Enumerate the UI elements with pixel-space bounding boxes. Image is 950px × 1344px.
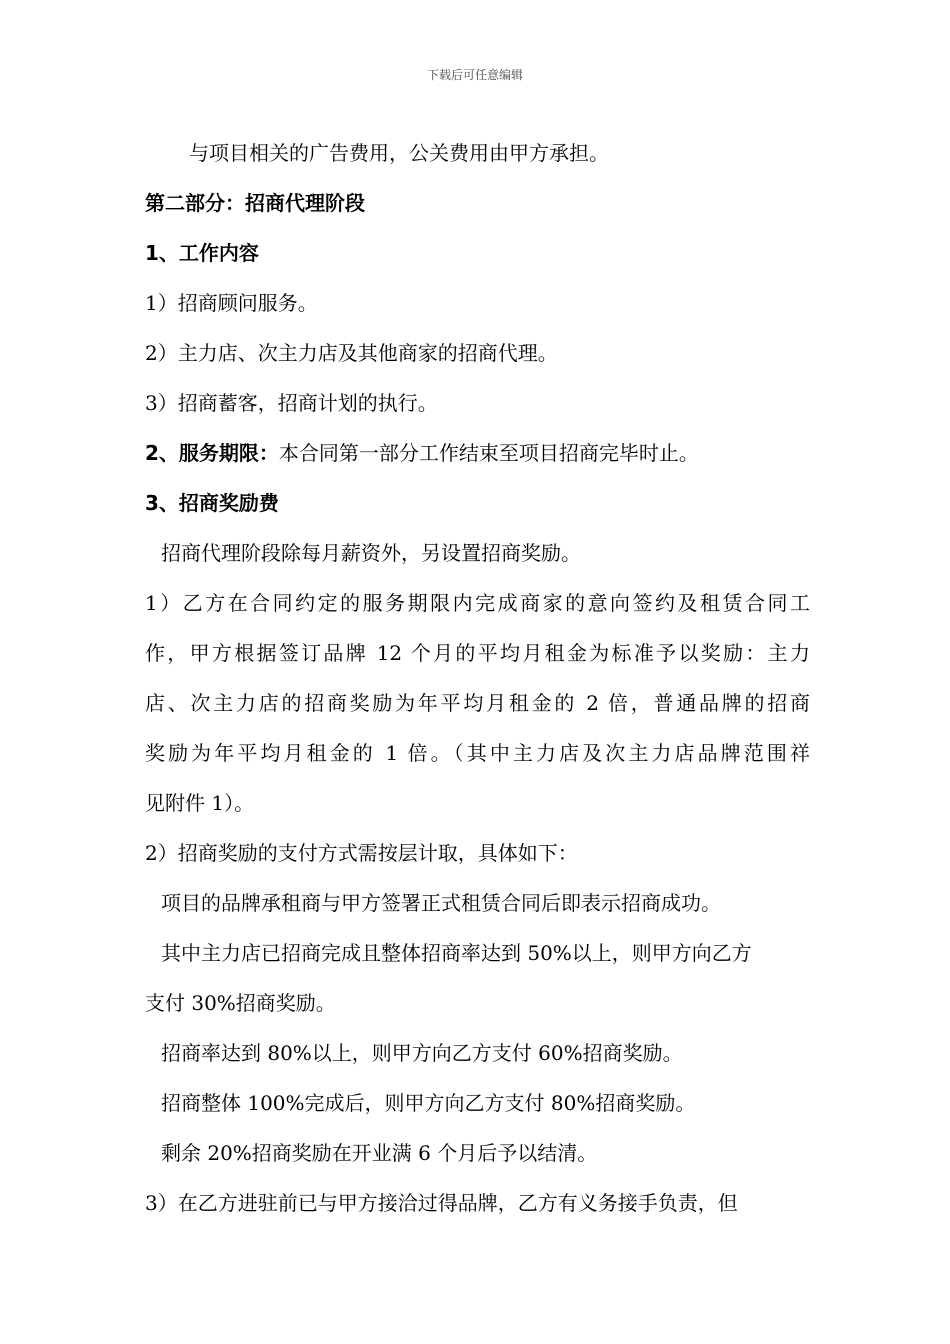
document-body [145,128,810,1228]
paragraph-line: 项目的品牌承租商与甲方签署正式租赁合同后即表示招商成功。 [161,891,721,915]
page-header-note: 下载后可任意编辑 [426,68,523,82]
service-period-line [145,428,810,478]
list-item: 1）招商顾问服务。 [145,291,318,315]
paragraph-line: 见附件 1）。 [145,791,255,815]
subsection-heading: 1、工作内容 [145,241,259,265]
service-period-text: 本合同第一部分工作结束至项目招商完毕时止。 [278,441,699,465]
list-item: 2）主力店、次主力店及其他商家的招商代理。 [145,341,558,365]
list-item: 3）招商蓄客，招商计划的执行。 [145,391,438,415]
paragraph-line: 招商整体 100%完成后，则甲方向乙方支付 80%招商奖励。 [161,1091,696,1115]
paragraph-line: 招商代理阶段除每月薪资外，另设置招商奖励。 [161,541,581,565]
paragraph-line: 与项目相关的广告费用，公关费用由甲方承担。 [189,141,609,165]
subsection-heading: 3、招商奖励费 [145,491,279,515]
list-item: 3）在乙方进驻前已与甲方接洽过得品牌，乙方有义务接手负责，但 [145,1191,738,1215]
paragraph-line: 剩余 20%招商奖励在开业满 6 个月后予以结清。 [161,1141,598,1165]
paragraph-line: 作，甲方根据签订品牌 12 个月的平均月租金为标准予以奖励：主力 [145,641,810,665]
service-period-label: 2、服务期限： [145,441,279,465]
paragraph-line: 招商率达到 80%以上，则甲方向乙方支付 60%招商奖励。 [161,1041,683,1065]
list-item: 2）招商奖励的支付方式需按层计取，具体如下： [145,841,578,865]
paragraph-line: 奖励为年平均月租金的 1 倍。（其中主力店及次主力店品牌范围祥 [145,741,810,765]
paragraph-line: 其中主力店已招商完成且整体招商率达到 50%以上，则甲方向乙方 [161,941,752,965]
paragraph-line: 店、次主力店的招商奖励为年平均月租金的 2 倍，普通品牌的招商 [145,691,810,715]
paragraph-line: 1）乙方在合同约定的服务期限内完成商家的意向签约及租赁合同工 [145,591,810,615]
paragraph-line: 支付 30%招商奖励。 [145,991,336,1015]
section-heading: 第二部分：招商代理阶段 [145,191,365,215]
